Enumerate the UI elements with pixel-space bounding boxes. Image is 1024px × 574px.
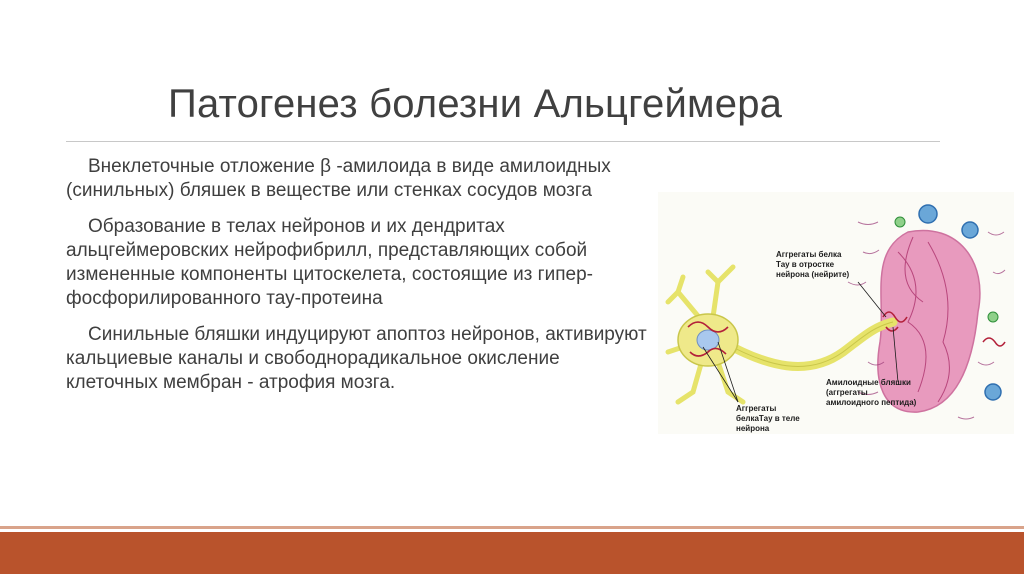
label-tau-neurite: Аггрегаты белка Тау в отростке нейрона (нейрите) <box>776 250 850 279</box>
slide-title: Патогенез болезни Альцгеймера <box>168 82 783 126</box>
footer-bar <box>0 532 1024 574</box>
label-tau-body: Аггрегаты белкаТау в теле нейрона <box>736 404 800 433</box>
paragraph-apoptosis: Синильные бляшки индуцируют апоптоз нейронов, активируют кальциевые каналы и свободнорадикальное окисление клеточных мембран - атрофия мозга. <box>66 324 647 393</box>
body-text <box>66 155 656 407</box>
label-amyloid-plaques: Амилоидные бляшки (аггрегаты амилоидного пептида) <box>826 378 917 407</box>
nucleus <box>697 330 719 350</box>
neuron-illustration <box>658 192 1014 434</box>
paragraph-neurofibrils: Образование в телах нейронов и их дендритах альцгеймеровских нейрофибрилл, представляющих собой измененные компоненты цитоскелета, состоящие из гипер- фосфорилированного тау-протеина <box>66 216 593 309</box>
footer-accent-line <box>0 526 1024 529</box>
title-divider <box>66 141 940 142</box>
axon <box>723 322 893 366</box>
paragraph-amyloid: Внеклеточные отложение β -амилоида в виде амилоидных (синильных) бляшек в веществе или стенках сосудов мозга <box>66 156 611 201</box>
